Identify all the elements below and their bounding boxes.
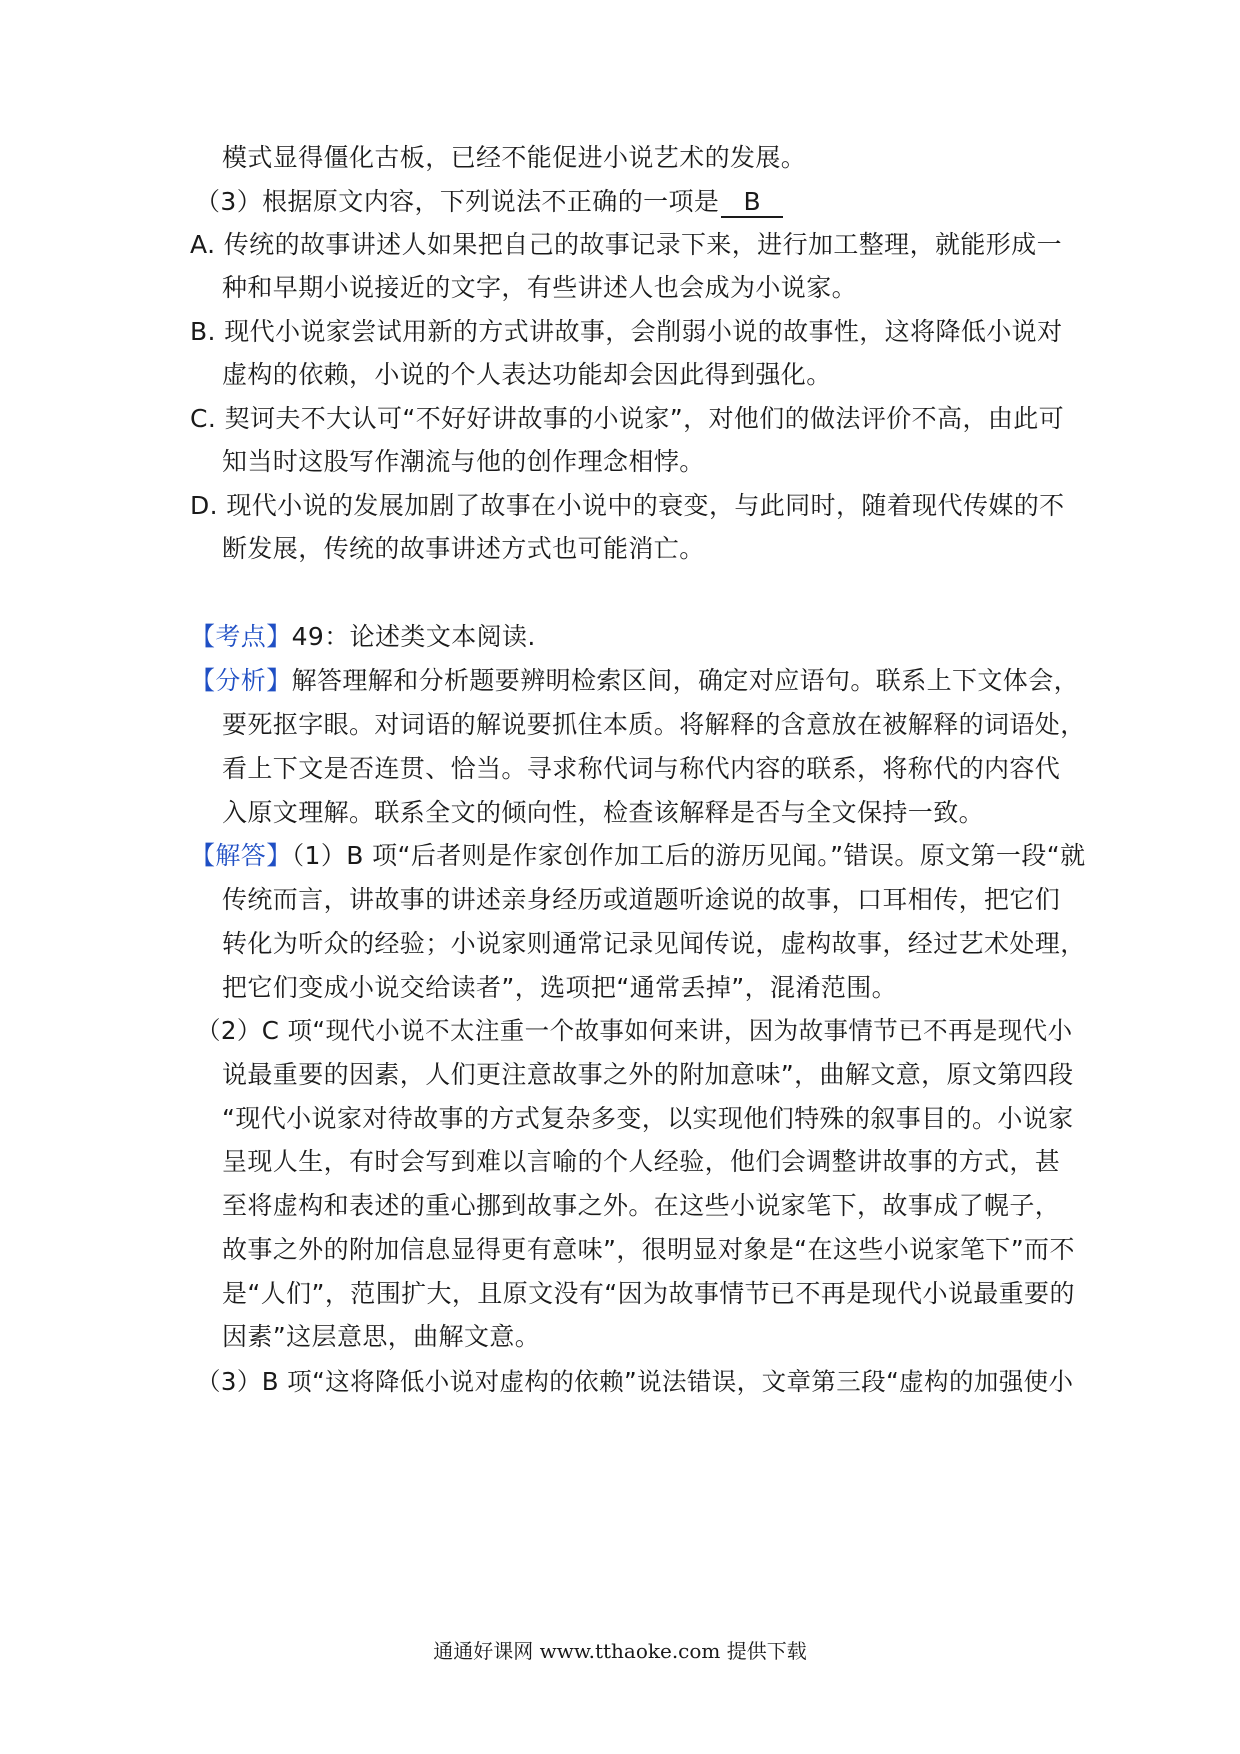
option-d	[190, 490, 1065, 522]
page-footer: 通通好课网 www.tthaoke.com 提供下载	[433, 1639, 807, 1663]
option-c-label: C.	[190, 404, 217, 433]
fenxi-line-1: 解答理解和分析题要辨明检索区间，确定对应语句。联系上下文体会，	[291, 666, 1080, 695]
answer-blank: B	[721, 188, 783, 218]
jieda-part2-line-8: 因素”这层意思，曲解文意。	[222, 1322, 541, 1351]
option-b-label: B.	[190, 317, 216, 346]
option-b-line-2: 虚构的依赖，小说的个人表达功能却会因此得到强化。	[222, 360, 832, 389]
option-c	[190, 403, 1064, 435]
option-c-line-1: 契诃夫不大认可“不好好讲故事的小说家”，对他们的做法评价不高，由此可	[224, 404, 1065, 433]
question-3-stem	[195, 186, 783, 218]
jieda-part1-line-4: 把它们变成小说交给读者”，选项把“通常丢掉”，混淆范围。	[222, 973, 898, 1002]
option-a-line-1: 传统的故事讲述人如果把自己的故事记录下来，进行加工整理，就能形成一	[223, 230, 1062, 259]
jieda-tag: 【解答】	[190, 841, 292, 870]
fenxi-line-2: 要死抠字眼。对词语的解说要抓住本质。将解释的含意放在被解释的词语处，	[222, 710, 1086, 739]
option-d-label: D.	[190, 491, 218, 520]
jieda-part2-line-4: 呈现人生，有时会写到难以言喻的个人经验，他们会调整讲故事的方式，甚	[222, 1147, 1061, 1176]
option-a-line-2: 种和早期小说接近的文字，有些讲述人也会成为小说家。	[222, 273, 858, 302]
option-b	[190, 316, 1062, 348]
option-a	[190, 229, 1062, 261]
option-d-line-1: 现代小说的发展加剧了故事在小说中的衰变，与此同时，随着现代传媒的不	[226, 491, 1065, 520]
fenxi-line-4: 入原文理解。联系全文的倾向性，检查该解释是否与全文保持一致。	[222, 798, 985, 827]
fenxi-line-3: 看上下文是否连贯、恰当。寻求称代词与称代内容的联系，将称代的内容代	[222, 754, 1061, 783]
jieda-part2-line-1: （2）C 项“现代小说不太注重一个故事如何来讲，因为故事情节已不再是现代小	[196, 1016, 1073, 1045]
fenxi-tag: 【分析】	[190, 666, 292, 695]
jieda-section	[190, 840, 1085, 872]
option-a-label: A.	[190, 230, 216, 259]
jieda-part1-line-2: 传统而言，讲故事的讲述亲身经历或道题听途说的故事，口耳相传，把它们	[222, 885, 1061, 914]
fenxi-section	[190, 665, 1079, 697]
option-b-line-1: 现代小说家尝试用新的方式讲故事，会削弱小说的故事性，这将降低小说对	[224, 317, 1063, 346]
option-c-line-2: 知当时这股写作潮流与他的创作理念相悖。	[222, 447, 705, 476]
kaodian-section	[190, 621, 536, 653]
jieda-part2-line-2: 说最重要的因素，人们更注意故事之外的附加意味”，曲解文意，原文第四段	[222, 1060, 1074, 1089]
jieda-part2-line-5: 至将虚构和表述的重心挪到故事之外。在这些小说家笔下，故事成了幌子，	[222, 1191, 1061, 1220]
question-3-text: （3）根据原文内容，下列说法不正确的一项是	[195, 187, 720, 216]
kaodian-tag: 【考点】	[190, 622, 292, 651]
jieda-part2-line-7: 是“人们”，范围扩大，且原文没有“因为故事情节已不再是现代小说最重要的	[222, 1279, 1075, 1308]
jieda-part1-line-3: 转化为听众的经验；小说家则通常记录见闻传说，虚构故事，经过艺术处理，	[222, 929, 1086, 958]
kaodian-text: 49：论述类文本阅读.	[291, 622, 536, 651]
jieda-part2-line-3: “现代小说家对待故事的方式复杂多变，以实现他们特殊的叙事目的。小说家	[222, 1104, 1074, 1133]
continuation-line: 模式显得僵化古板，已经不能促进小说艺术的发展。	[222, 143, 807, 172]
jieda-part1-line-1: （1）B 项“后者则是作家创作加工后的游历见闻。”错误。原文第一段“就	[291, 841, 1086, 870]
jieda-part2-line-6: 故事之外的附加信息显得更有意味”，很明显对象是“在这些小说家笔下”而不	[222, 1235, 1075, 1264]
jieda-part3-line-1: （3）B 项“这将降低小说对虚构的依赖”说法错误，文章第三段“虚构的加强使小	[196, 1367, 1074, 1396]
option-d-line-2: 断发展，传统的故事讲述方式也可能消亡。	[222, 534, 705, 563]
